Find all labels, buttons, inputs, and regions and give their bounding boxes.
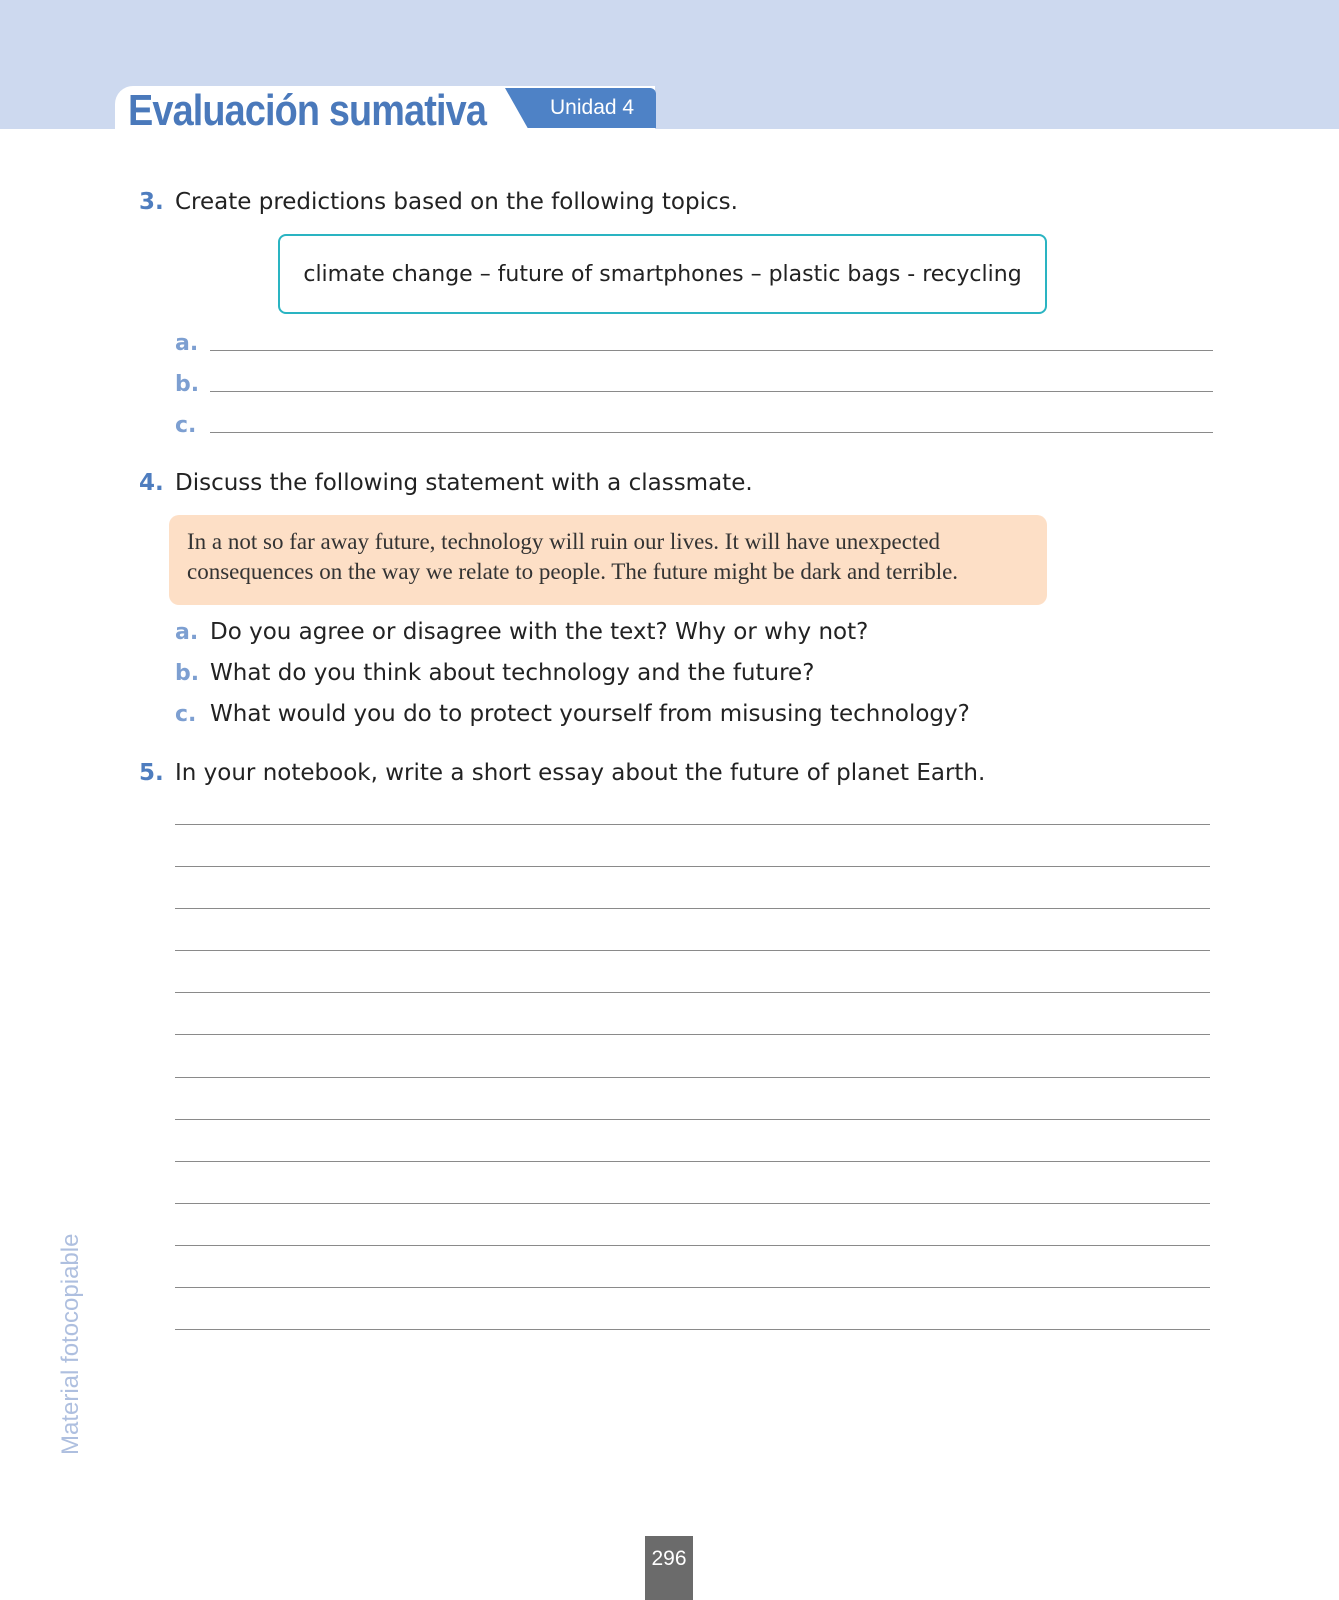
essay-line[interactable]: [175, 824, 1210, 825]
essay-line[interactable]: [175, 1161, 1210, 1162]
q3-item-c-letter: c.: [175, 413, 197, 438]
page-title: Evaluación sumativa: [128, 86, 487, 135]
q4-text: Discuss the following statement with a classmate.: [175, 470, 753, 496]
q3-answer-line-b[interactable]: [210, 391, 1213, 392]
essay-line[interactable]: [175, 1245, 1210, 1246]
q4-item-b-letter: b.: [175, 661, 200, 686]
essay-line[interactable]: [175, 1203, 1210, 1204]
q3-answer-line-c[interactable]: [210, 432, 1213, 433]
essay-line[interactable]: [175, 866, 1210, 867]
q4-item-a-text: Do you agree or disagree with the text? Why or why not?: [210, 619, 869, 645]
q4-item-c-text: What would you do to protect yourself from misusing technology?: [210, 701, 970, 727]
essay-line[interactable]: [175, 908, 1210, 909]
essay-line[interactable]: [175, 1034, 1210, 1035]
essay-line[interactable]: [175, 1329, 1210, 1330]
q5-number: 5.: [139, 760, 164, 786]
statement-line: consequences on the way we relate to people. The future might be dark and terrible.: [187, 559, 959, 584]
q3-number: 3.: [139, 189, 164, 215]
essay-line[interactable]: [175, 1077, 1210, 1078]
essay-line[interactable]: [175, 1287, 1210, 1288]
unit-badge-label: Unidad 4: [550, 96, 635, 119]
q3-item-a-letter: a.: [175, 331, 199, 356]
q5-text: In your notebook, write a short essay about the future of planet Earth.: [175, 760, 986, 786]
q3-text: Create predictions based on the following topics.: [175, 189, 738, 215]
q3-item-b-letter: b.: [175, 372, 200, 397]
topics-box: climate change – future of smartphones – plastic bags - recycling: [278, 234, 1047, 314]
essay-line[interactable]: [175, 950, 1210, 951]
statement-box: [169, 515, 1047, 605]
statement-line: In a not so far away future, technology will ruin our lives. It will have unexpected: [187, 529, 941, 554]
essay-line[interactable]: [175, 992, 1210, 993]
q4-number: 4.: [139, 470, 164, 496]
page-number: 296: [651, 1547, 687, 1570]
q4-item-a-letter: a.: [175, 620, 199, 645]
side-label: Material fotocopiable: [57, 1233, 84, 1455]
q4-item-c-letter: c.: [175, 702, 197, 727]
q4-item-b-text: What do you think about technology and the future?: [210, 660, 815, 686]
q3-answer-line-a[interactable]: [210, 350, 1213, 351]
essay-line[interactable]: [175, 1119, 1210, 1120]
